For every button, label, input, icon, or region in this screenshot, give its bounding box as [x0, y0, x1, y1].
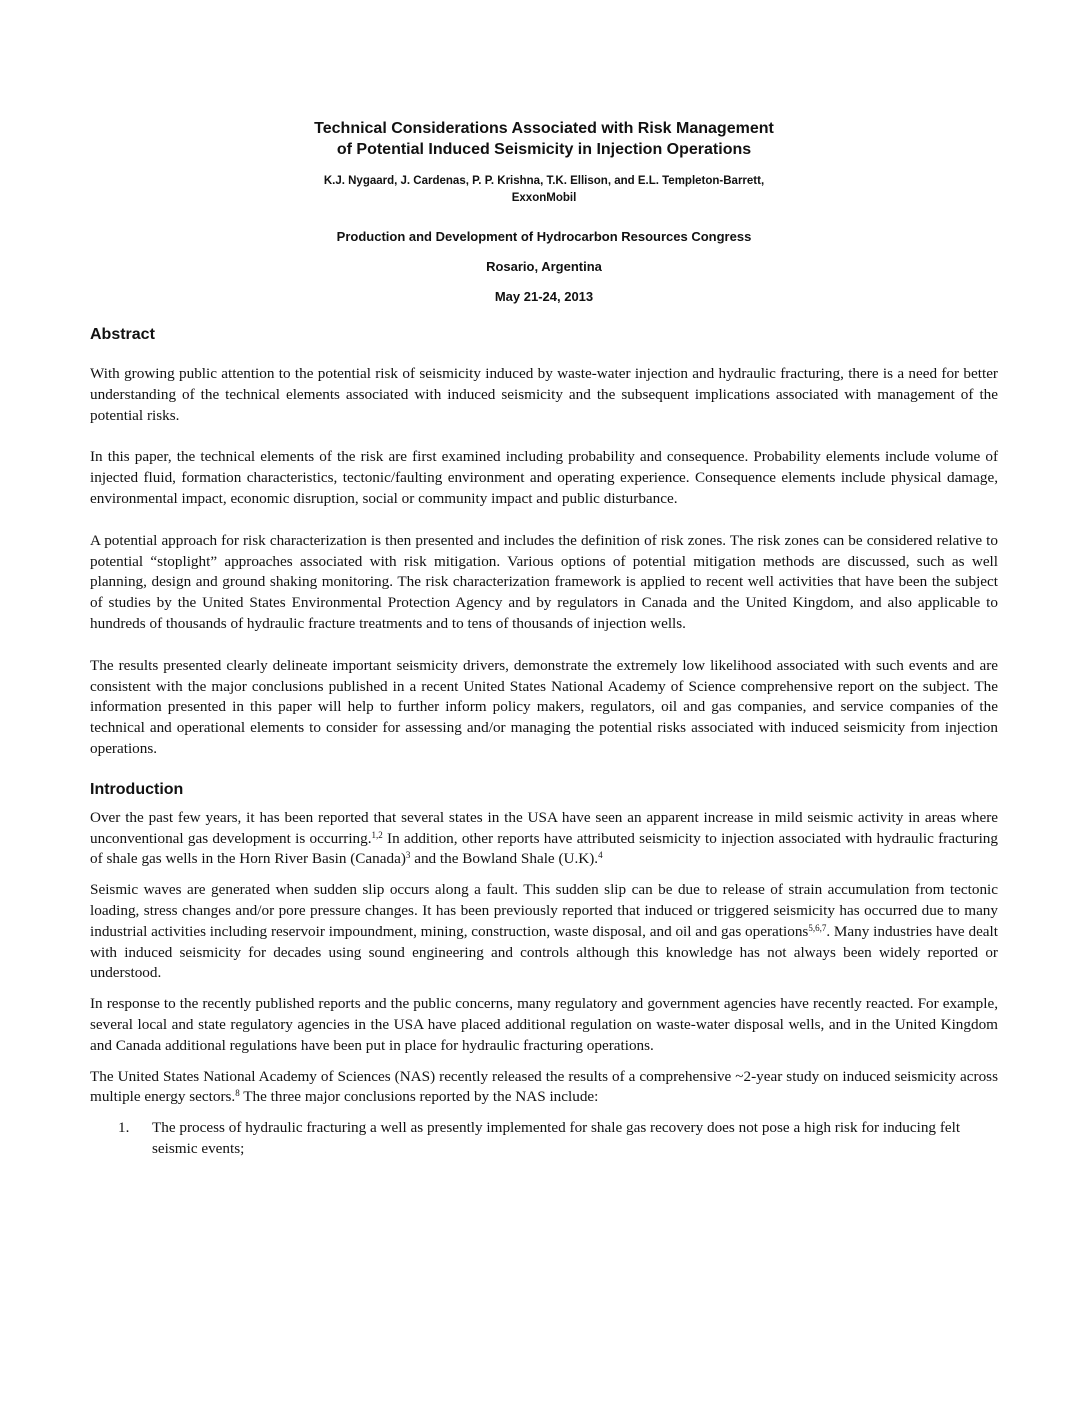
list-item-text: The process of hydraulic fracturing a well as presently implemented for shale gas recovery does not pose a high risk for inducing felt seismic events; [152, 1119, 961, 1157]
title-line: of Potential Induced Seismicity in Injection Operations [336, 141, 752, 158]
paragraph-text: . Many industries have dealt with induced seismicity for decades using sound engineering and controls although this knowledge has not always been widely reported or understood. [90, 922, 998, 982]
citation-superscript: 8 [235, 1088, 240, 1099]
congress-location: Rosario, Argentina [486, 259, 602, 274]
introduction-paragraph [90, 1067, 998, 1109]
citation-superscript: 5,6,7 [808, 922, 827, 933]
paragraph-text: The United States National Academy of Sciences (NAS) recently released the results of a comprehensive ~2-year study on induced seismicity across multiple energy sectors. [90, 1067, 998, 1106]
paragraph-text: In addition, other reports have attributed seismicity to injection associated with hydraulic fracturing of shale gas wells in the Horn River Basin (Canada) [90, 829, 998, 868]
congress-name: Production and Development of Hydrocarbon Resources Congress [336, 229, 752, 244]
authors-names: K.J. Nygaard, J. Cardenas, P. P. Krishna, T.K. Ellison, and E.L. Templeton-Barrett, [323, 175, 765, 187]
abstract-paragraph: A potential approach for risk characterization is then presented and includes the definition of risk zones. The risk zones can be considered relative to potential “stoplight” approaches associated with risk mitigation. Various options of potential mitigation methods are discussed, such as well planning, design and ground shaking monitoring. The risk characterization framework is applied to recent well activities that have been the subject of studies by the United States Environmental Protection Agency and by regulators in Canada and the United Kingdom, and also applicable to hundreds of thousands of hydraulic fracture treatments and to tens of thousands of injection wells. [90, 531, 998, 632]
title-line: Technical Considerations Associated with Risk Management [314, 120, 774, 137]
paper-title [90, 118, 998, 160]
abstract-paragraph: With growing public attention to the potential risk of seismicity induced by waste-water injection and hydraulic fracturing, there is a need for better understanding of the technical elements associated with induced seismicity and the subsequent implications associated with management of the potential risks. [90, 365, 998, 424]
author-list [90, 173, 998, 207]
paper-page [90, 118, 998, 1160]
abstract-paragraph: The results presented clearly delineate important seismicity drivers, demonstrate the extremely low likelihood associated with such events and are consistent with the major conclusions published in a recent United States National Academy of Science comprehensive report on the subject. The information presented in this paper will help to further inform policy makers, regulators, oil and gas companies, and service companies of the technical and operational elements to consider for assessing and/or managing the potential risks associated with induced seismicity from injection operations. [90, 656, 998, 757]
citation-superscript: 4 [598, 850, 603, 861]
citation-superscript: 1,2 [371, 829, 383, 840]
abstract-paragraph: In this paper, the technical elements of the risk are first examined including probability and consequence. Probability elements include volume of injected fluid, formation characteristics, tectonic/faulting environment and operating experience. Consequence elements include physical damage, environmental impact, economic disruption, social or community impact and public disturbance. [90, 448, 998, 507]
citation-superscript: 3 [405, 850, 411, 861]
introduction-paragraph [90, 808, 998, 870]
introduction-paragraph: In response to the recently published reports and the public concerns, many regulatory and government agencies have recently reacted. For example, several local and state regulatory agencies in the USA have placed additional regulation on waste-water disposal wells, and in the United Kingdom and Canada additional regulations have been put in place for hydraulic fracturing operations. [90, 995, 998, 1054]
introduction-paragraph [90, 880, 998, 984]
paragraph-text: Over the past few years, it has been reported that several states in the USA have seen an apparent increase in mild seismic activity in areas where unconventional gas development is occurring. [90, 808, 998, 847]
authors-affiliation: ExxonMobil [511, 192, 577, 204]
paragraph-text: and the Bowland Shale (U.K). [410, 850, 599, 868]
conclusions-list [90, 1118, 998, 1160]
paragraph-text: Seismic waves are generated when sudden slip occurs along a fault. This sudden slip can be due to release of strain accumulation from tectonic loading, stress changes and/or pore pressure changes. It has been previously reported that induced or triggered seismicity has occurred due to many industrial activities including reservoir impoundment, mining, construction, waste disposal, and oil and gas operations [90, 881, 998, 940]
congress-date: May 21-24, 2013 [494, 289, 594, 304]
paragraph-text: The three major conclusions reported by the NAS include: [239, 1088, 599, 1106]
list-item [90, 1118, 998, 1160]
introduction-heading: Introduction [90, 780, 184, 798]
list-item-number: 1. [118, 1119, 130, 1137]
abstract-heading: Abstract [90, 326, 155, 343]
